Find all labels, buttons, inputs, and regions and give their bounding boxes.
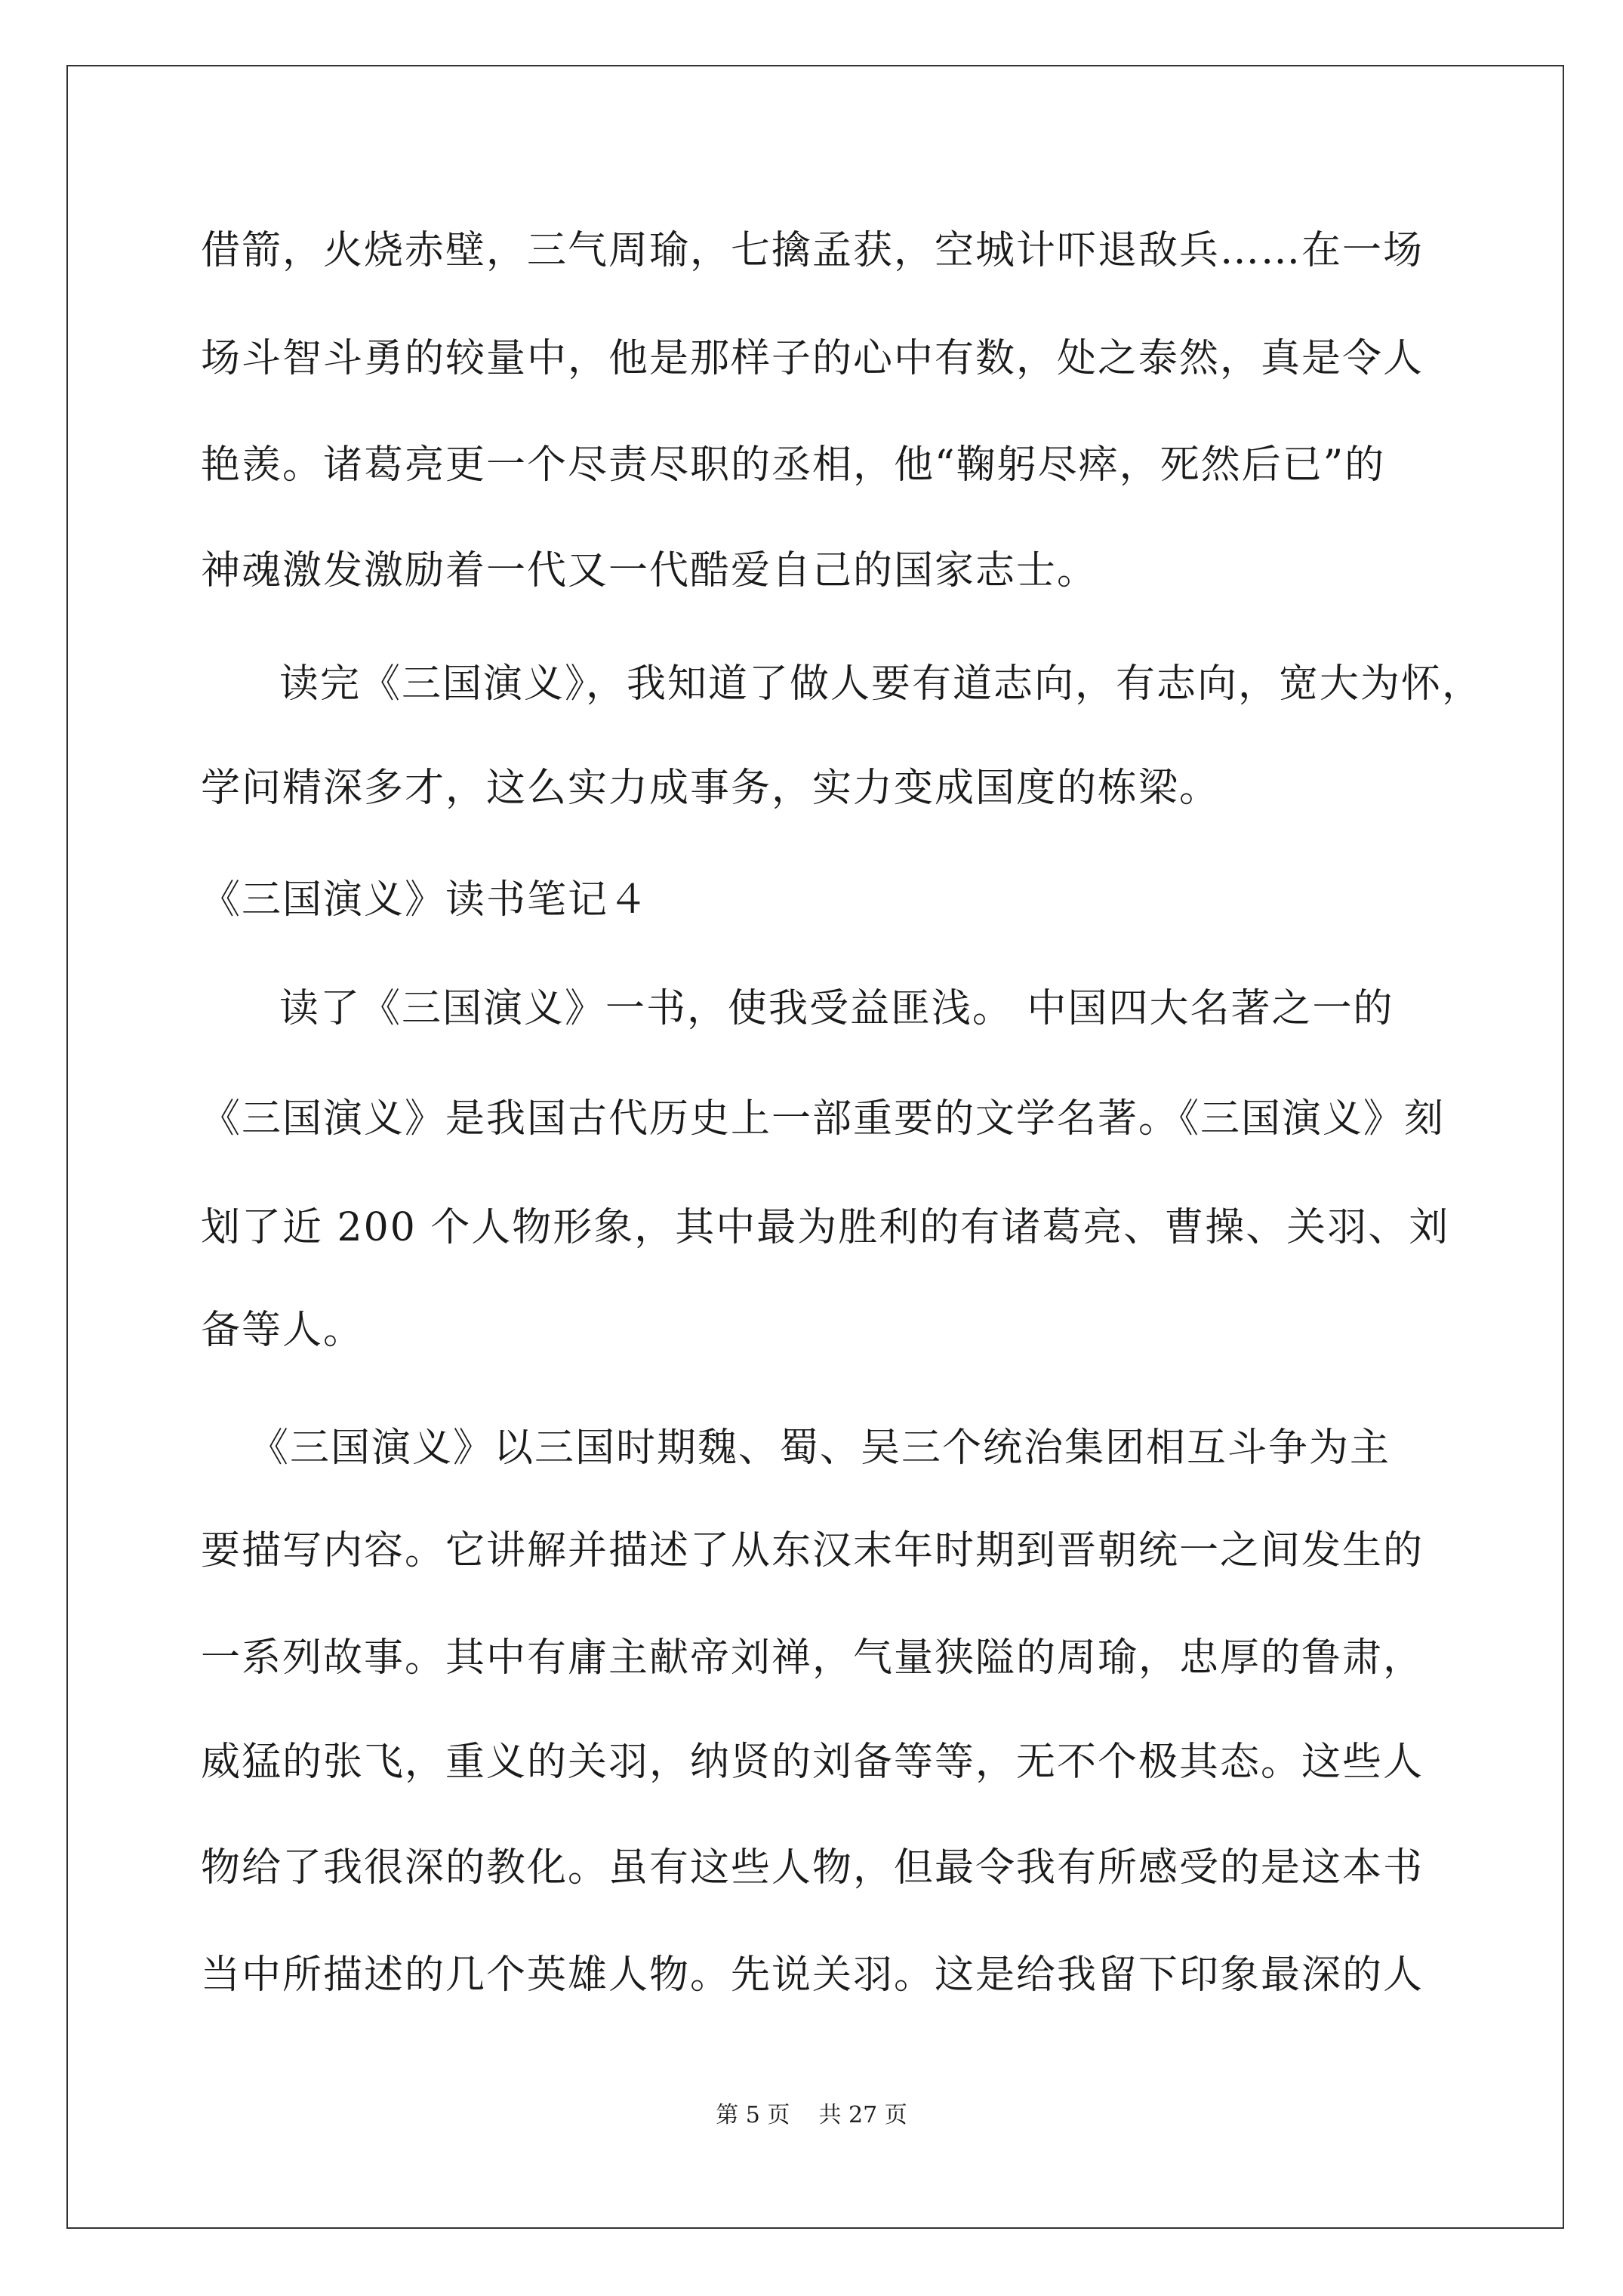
text-line: 威猛的张飞，重义的关羽，纳贤的刘备等等，无不个极其态。这些人 [201, 1740, 1424, 1785]
text-line: 神魂激发激励着一代又一代酷爱自己的国家志士。 [201, 548, 1098, 593]
text-line: 场斗智斗勇的较量中，他是那样子的心中有数，处之泰然，真是令人 [201, 336, 1424, 381]
text-line: 读完《三国演义》，我知道了做人要有道志向，有志向，宽大为怀， [279, 661, 1483, 707]
page-border [66, 65, 1564, 2229]
section-heading: 《三国演义》读书笔记４ [201, 877, 650, 923]
text-line: 划了近 200 个人物形象，其中最为胜利的有诸葛亮、曹操、关羽、刘 [201, 1205, 1450, 1250]
text-line: 物给了我很深的教化。虽有这些人物，但最令我有所感受的是这本书 [201, 1845, 1424, 1891]
text-line: 艳羡。诸葛亮更一个尽责尽职的丞相，他“鞠躬尽瘁，死然后已”的 [201, 442, 1386, 488]
text-line: 一系列故事。其中有庸主献帝刘禅，气量狭隘的周瑜，忠厚的鲁肃， [201, 1635, 1424, 1681]
text-line: 学问精深多才，这么实力成事务，实力变成国度的栋梁。 [201, 766, 1221, 811]
text-line: 《三国演义》以三国时期魏、蜀、吴三个统治集团相互斗争为主 [249, 1425, 1391, 1471]
page-number-footer: 第 5 页 共 27 页 [716, 2102, 907, 2128]
text-line: 当中所描述的几个英雄人物。先说关羽。这是给我留下印象最深的人 [201, 1952, 1424, 1998]
text-line: 《三国演义》是我国古代历史上一部重要的文学名著。《三国演义》刻 [201, 1096, 1446, 1142]
text-line: 备等人。 [201, 1308, 365, 1353]
text-line: 读了《三国演义》一书，使我受益匪浅。 中国四大名著之一的 [279, 986, 1394, 1031]
text-line: 借箭，火烧赤壁，三气周瑜，七擒孟获，空城计吓退敌兵……在一场 [201, 228, 1424, 273]
text-line: 要描写内容。它讲解并描述了从东汉末年时期到晋朝统一之间发生的 [201, 1528, 1424, 1573]
